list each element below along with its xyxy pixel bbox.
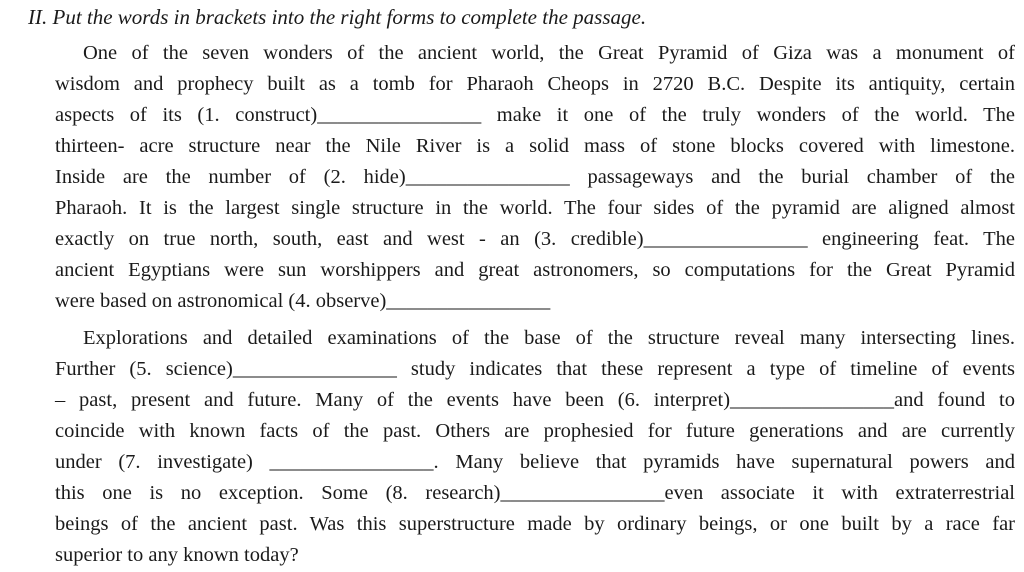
paragraph-1-line: Pharaoh. It is the largest single structure in the world. The four sides of the pyramid are aligned almost	[55, 197, 1015, 219]
paragraph-2-line: – past, present and future. Many of the events have been (6. interpret)________________and found to	[55, 389, 1015, 411]
paragraph-1-line: wisdom and prophecy built as a tomb for Pharaoh Cheops in 2720 B.C. Despite its antiquity, certain	[55, 73, 1015, 95]
paragraph-1-line: One of the seven wonders of the ancient world, the Great Pyramid of Giza was a monument of	[83, 42, 1015, 64]
paragraph-1-line: ancient Egyptians were sun worshippers and great astronomers, so computations for the Great Pyramid	[55, 259, 1015, 281]
paragraph-1	[55, 38, 1015, 317]
paragraph-1-line: Inside are the number of (2. hide)________________ passageways and the burial chamber of the	[55, 166, 1015, 188]
paragraph-2-line: Further (5. science)________________ study indicates that these represent a type of timeline of events	[55, 358, 1015, 380]
paragraph-2-line: beings of the ancient past. Was this superstructure made by ordinary beings, or one built by a race far	[55, 513, 1015, 535]
paragraph-2-line: this one is no exception. Some (8. research)________________even associate it with extraterrestrial	[55, 482, 1015, 504]
paragraph-2-line: coincide with known facts of the past. Others are prophesied for future generations and are currently	[55, 420, 1015, 442]
paragraph-1-line: thirteen- acre structure near the Nile River is a solid mass of stone blocks covered with limestone.	[55, 135, 1015, 157]
paragraph-1-line: aspects of its (1. construct)________________ make it one of the truly wonders of the world. The	[55, 104, 1015, 126]
paragraph-2-line: under (7. investigate) ________________. Many believe that pyramids have supernatural powers and	[55, 451, 1015, 473]
paragraph-1-line: were based on astronomical (4. observe)________________	[55, 290, 551, 312]
exercise-heading: II. Put the words in brackets into the right forms to complete the passage.	[28, 5, 647, 29]
paragraph-1-line: exactly on true north, south, east and west - an (3. credible)________________ engineering feat. The	[55, 228, 1015, 250]
paragraph-2	[55, 323, 1015, 571]
paragraph-2-line: Explorations and detailed examinations of the base of the structure reveal many intersecting lines.	[83, 327, 1015, 349]
paragraph-2-line: superior to any known today?	[55, 544, 299, 566]
